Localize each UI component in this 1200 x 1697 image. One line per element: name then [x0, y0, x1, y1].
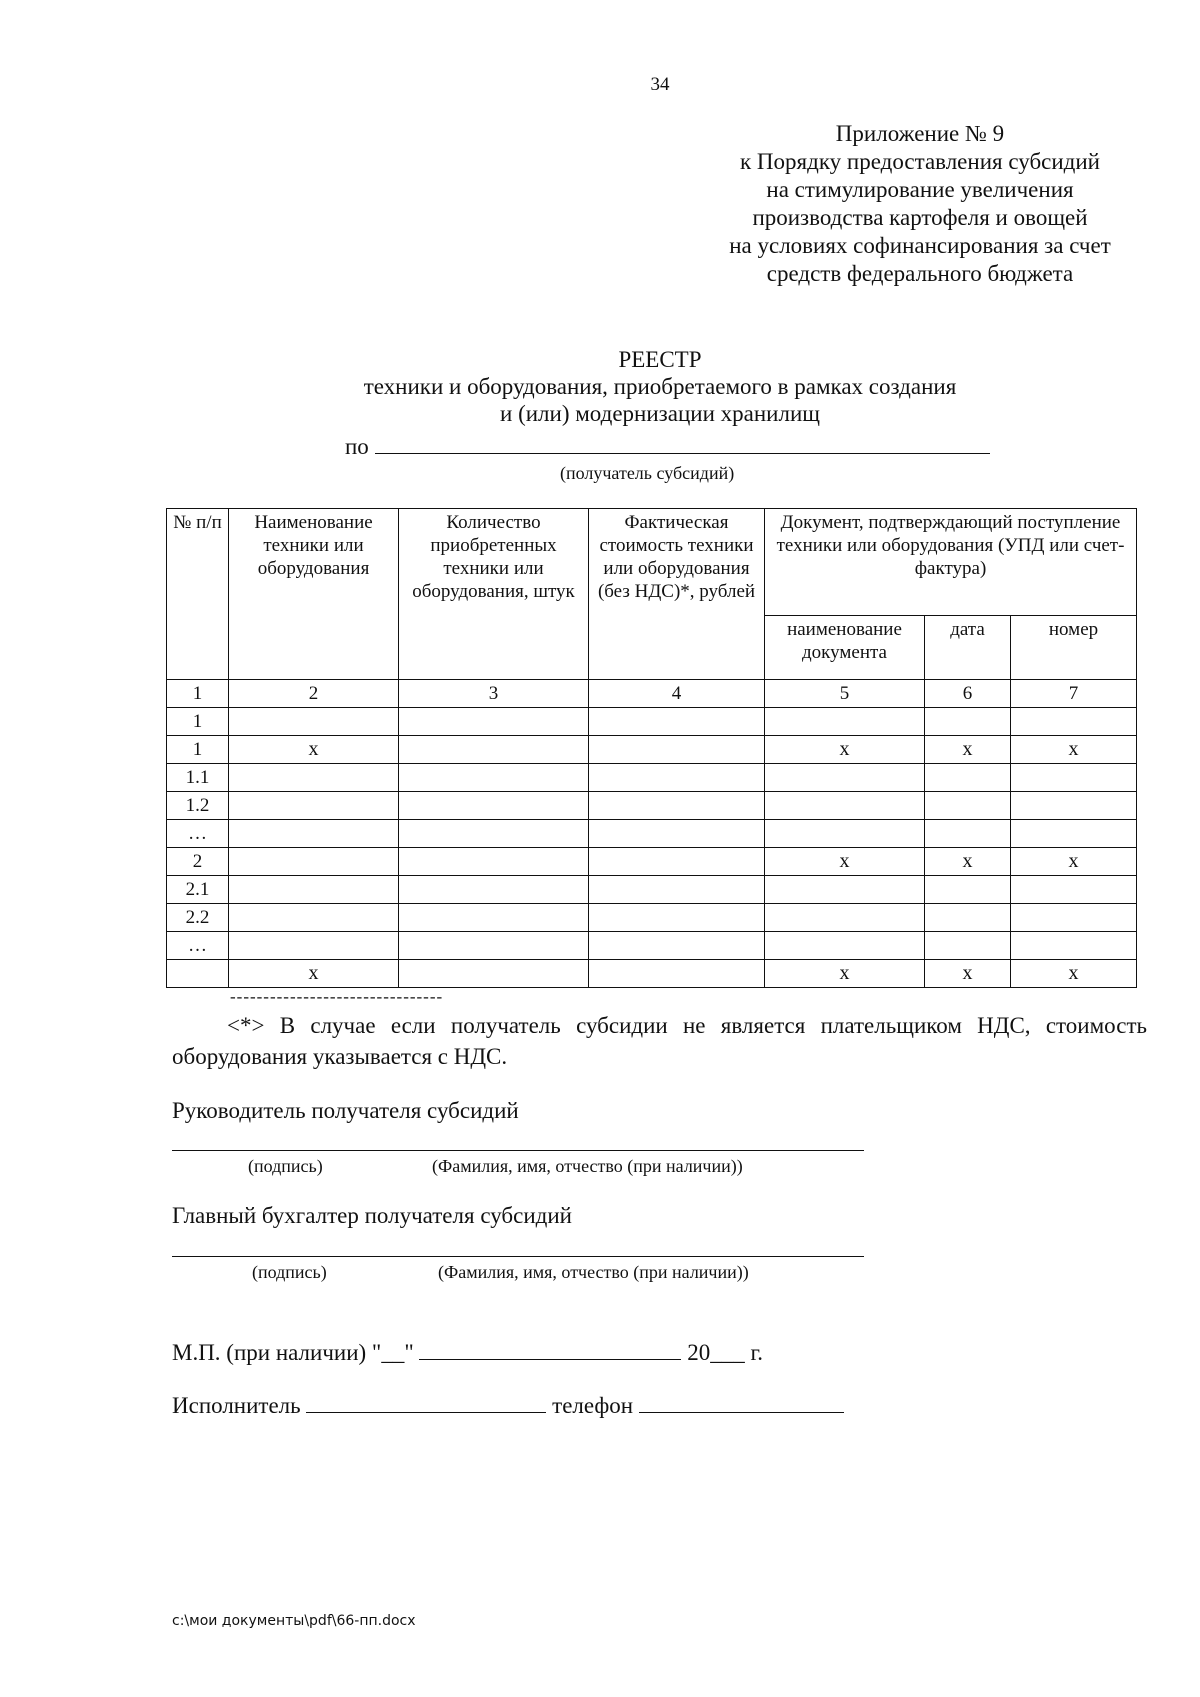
footnote-separator: -------------------------------- [230, 987, 444, 1006]
table-cell[interactable] [589, 904, 765, 932]
table-cell[interactable] [925, 932, 1011, 960]
executor-field[interactable] [306, 1392, 546, 1413]
table-cell[interactable] [589, 736, 765, 764]
table-cell[interactable] [229, 904, 399, 932]
appendix-line: производства картофеля и овощей [752, 205, 1088, 230]
appendix-line: на условиях софинансирования за счет [729, 233, 1111, 258]
appendix-line: к Порядку предоставления субсидий [740, 149, 1100, 174]
table-cell[interactable] [589, 764, 765, 792]
table-cell[interactable] [229, 876, 399, 904]
signature-caption: (подпись) [248, 1156, 323, 1176]
table-cell: … [167, 932, 229, 960]
table-cell[interactable] [589, 876, 765, 904]
table-cell[interactable] [399, 932, 589, 960]
table-cell[interactable] [399, 960, 589, 988]
executor-label: Исполнитель [172, 1393, 301, 1418]
appendix-line: на стимулирование увеличения [766, 177, 1074, 202]
table-row [167, 876, 1137, 904]
header-document: Документ, подтверждающий поступление техники или оборудования (УПД или счет-фактура) [765, 509, 1137, 616]
recipient-line [345, 433, 990, 460]
page-number: 34 [650, 74, 670, 95]
table-cell: x [925, 960, 1011, 988]
table-cell[interactable] [765, 764, 925, 792]
table-cell[interactable] [399, 820, 589, 848]
header-doc-date: дата [925, 616, 1011, 680]
table-cell[interactable] [925, 792, 1011, 820]
head-signature-line[interactable] [172, 1150, 864, 1151]
column-number: 7 [1011, 680, 1137, 708]
table-cell[interactable] [399, 708, 589, 736]
title-line: и (или) модернизации хранилищ [500, 401, 820, 426]
table-cell[interactable] [229, 932, 399, 960]
table-cell[interactable] [229, 820, 399, 848]
table-row [167, 736, 1137, 764]
table-cell [167, 960, 229, 988]
header-num: № п/п [167, 509, 229, 680]
table-cell: x [925, 736, 1011, 764]
table-row [167, 932, 1137, 960]
table-cell[interactable] [589, 848, 765, 876]
title-line: техники и оборудования, приобретаемого в рамках создания [363, 374, 957, 399]
column-number: 1 [167, 680, 229, 708]
table-cell: x [1011, 736, 1137, 764]
table-cell: x [229, 736, 399, 764]
table-cell[interactable] [925, 708, 1011, 736]
table-cell[interactable] [589, 708, 765, 736]
header-doc-name: наименование документа [765, 616, 925, 680]
fio-caption: (Фамилия, имя, отчество (при наличии)) [432, 1156, 743, 1176]
table-cell: 1 [167, 736, 229, 764]
table-cell[interactable] [399, 876, 589, 904]
table-cell[interactable] [589, 792, 765, 820]
table-cell: x [229, 960, 399, 988]
column-number: 3 [399, 680, 589, 708]
table-cell[interactable] [229, 764, 399, 792]
table-row [167, 904, 1137, 932]
table-cell[interactable] [925, 764, 1011, 792]
column-number: 5 [765, 680, 925, 708]
table-cell: 2.1 [167, 876, 229, 904]
table-cell[interactable] [399, 792, 589, 820]
file-path: с:\мои документы\pdf\66-пп.docx [172, 1613, 416, 1629]
title-heading: РЕЕСТР [618, 347, 702, 372]
header-cost: Фактическая стоимость техники или оборудования (без НДС)*, рублей [589, 509, 765, 680]
column-number: 6 [925, 680, 1011, 708]
stamp-label: М.П. (при наличии) "__" [172, 1340, 414, 1365]
po-label: по [345, 434, 369, 459]
table-cell: x [765, 960, 925, 988]
executor-line [172, 1392, 844, 1419]
table-cell: x [925, 848, 1011, 876]
table-cell[interactable] [1011, 792, 1137, 820]
table-cell[interactable] [765, 876, 925, 904]
head-signer-label: Руководитель получателя субсидий [172, 1098, 519, 1123]
table-cell[interactable] [765, 932, 925, 960]
table-cell: x [765, 848, 925, 876]
table-cell[interactable] [399, 764, 589, 792]
year-label: 20___ г. [687, 1340, 764, 1365]
recipient-field[interactable] [375, 433, 990, 454]
stamp-date-line [172, 1339, 763, 1366]
table-cell[interactable] [765, 708, 925, 736]
table-row [167, 792, 1137, 820]
document-title [300, 346, 1020, 427]
table-cell: 2.2 [167, 904, 229, 932]
column-number-row [167, 680, 1137, 708]
phone-label: телефон [552, 1393, 634, 1418]
appendix-line: Приложение № 9 [835, 121, 1005, 146]
appendix-block [690, 120, 1150, 288]
table-row [167, 764, 1137, 792]
header-doc-number: номер [1011, 616, 1137, 680]
column-number: 4 [589, 680, 765, 708]
table-cell[interactable] [1011, 820, 1137, 848]
month-field[interactable] [419, 1339, 681, 1360]
table-cell[interactable] [589, 820, 765, 848]
table-cell: x [1011, 960, 1137, 988]
registry-table [166, 508, 1137, 988]
appendix-line: средств федерального бюджета [766, 261, 1074, 286]
table-cell[interactable] [399, 736, 589, 764]
table-cell[interactable] [1011, 708, 1137, 736]
table-row [167, 820, 1137, 848]
table-cell[interactable] [589, 932, 765, 960]
table-cell[interactable] [229, 848, 399, 876]
accountant-signature-line[interactable] [172, 1256, 864, 1257]
table-row [167, 708, 1137, 736]
table-total-row [167, 960, 1137, 988]
table-cell: 1 [167, 708, 229, 736]
table-cell: x [765, 736, 925, 764]
table-cell: x [1011, 848, 1137, 876]
table-cell[interactable] [1011, 876, 1137, 904]
table-cell: … [167, 820, 229, 848]
table-row [167, 848, 1137, 876]
table-cell[interactable] [229, 792, 399, 820]
table-cell: 1.1 [167, 764, 229, 792]
table-cell[interactable] [765, 820, 925, 848]
table-cell[interactable] [1011, 932, 1137, 960]
table-cell[interactable] [765, 792, 925, 820]
table-cell: 1.2 [167, 792, 229, 820]
signature-caption: (подпись) [252, 1262, 327, 1282]
header-name: Наименование техники или оборудования [229, 509, 399, 680]
fio-caption: (Фамилия, имя, отчество (при наличии)) [438, 1262, 749, 1282]
table-cell[interactable] [399, 848, 589, 876]
column-number: 2 [229, 680, 399, 708]
header-quantity: Количество приобретенных техники или оборудования, штук [399, 509, 589, 680]
recipient-caption: (получатель субсидий) [560, 463, 735, 483]
table-cell: 2 [167, 848, 229, 876]
phone-field[interactable] [639, 1392, 844, 1413]
table-cell[interactable] [1011, 764, 1137, 792]
table-cell[interactable] [765, 904, 925, 932]
table-cell[interactable] [925, 820, 1011, 848]
table-cell[interactable] [925, 876, 1011, 904]
accountant-signer-label: Главный бухгалтер получателя субсидий [172, 1203, 572, 1228]
table-cell[interactable] [925, 904, 1011, 932]
table-cell[interactable] [229, 708, 399, 736]
footnote-text: <*> В случае если получатель субсидии не является плательщиком НДС, стоимость оборудования указывается с НДС. [172, 1013, 1147, 1069]
table-cell[interactable] [399, 904, 589, 932]
table-cell[interactable] [1011, 904, 1137, 932]
table-cell[interactable] [589, 960, 765, 988]
